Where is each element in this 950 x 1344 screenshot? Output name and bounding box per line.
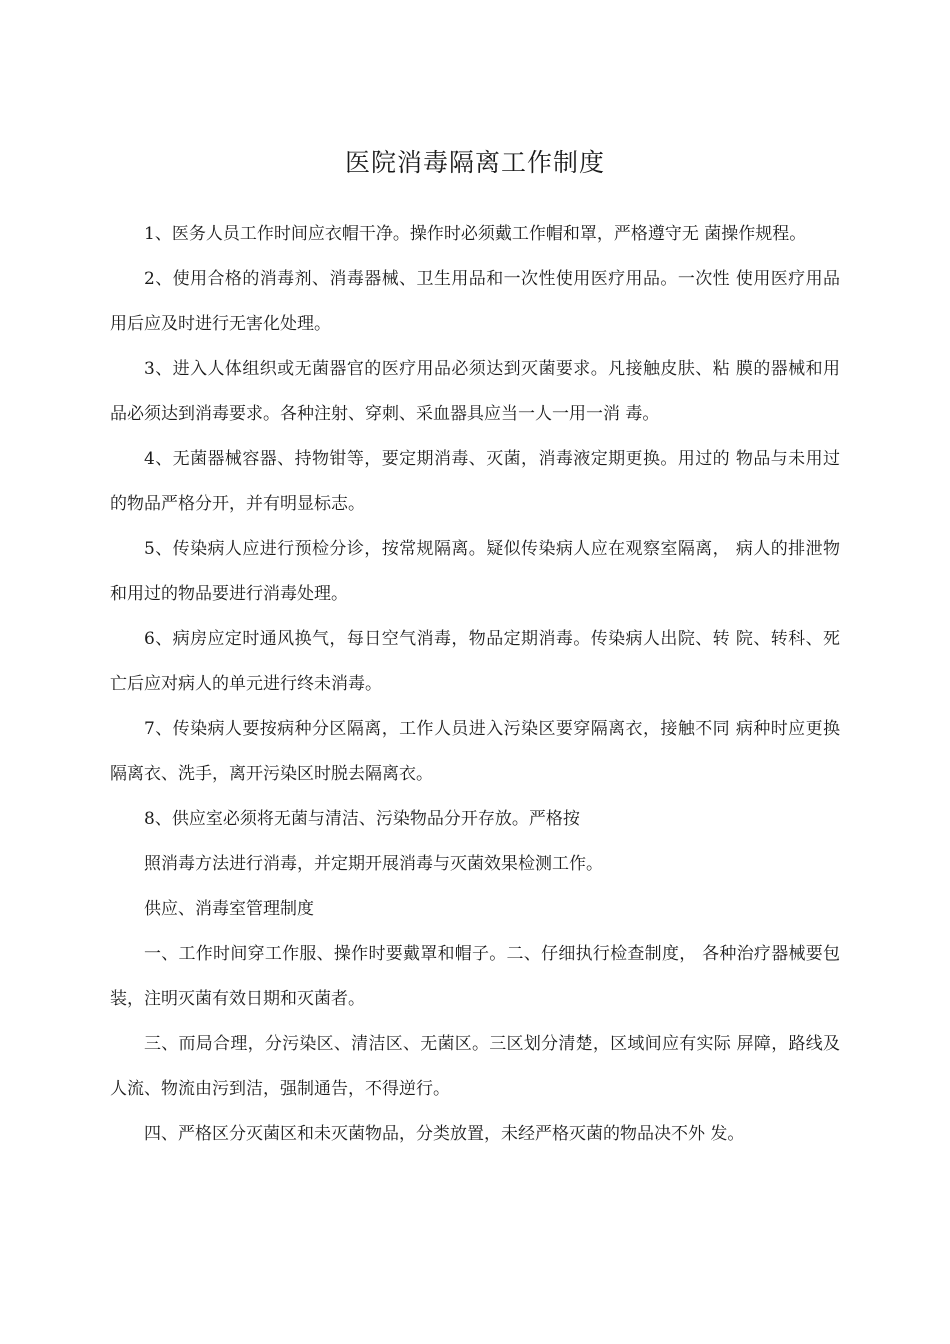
section-heading: 供应、消毒室管理制度 [144, 899, 314, 919]
section-item-3-paragraph: 三、而局合理，分污染区、清洁区、无菌区。三区划分清楚，区域间应有实际 屏障，路线及人流、物流由污到洁，强制通告，不得逆行。 [110, 1034, 840, 1099]
section-item-4-paragraph: 四、严格区分灭菌区和未灭菌物品，分类放置，未经严格灭菌的物品决不外 发。 [144, 1124, 745, 1144]
rule-8-paragraph: 8、供应室必须将无菌与清洁、污染物品分开存放。严格按 [144, 809, 580, 829]
rule-4-paragraph: 4、无菌器械容器、持物钳等，要定期消毒、灭菌，消毒液定期更换。用过的 物品与未用过的物品严格分开，并有明显标志。 [110, 449, 840, 514]
rule-6-paragraph: 6、病房应定时通风换气，每日空气消毒，物品定期消毒。传染病人出院、转 院、转科、死亡后应对病人的单元进行终未消毒。 [110, 629, 840, 694]
document-title: 医院消毒隔离工作制度 [344, 148, 605, 177]
rule-1-paragraph: 1、医务人员工作时间应衣帽干净。操作时必须戴工作帽和罩，严格遵守无 菌操作规程。 [144, 224, 807, 244]
rule-3-paragraph: 3、进入人体组织或无菌器官的医疗用品必须达到灭菌要求。凡接触皮肤、粘 膜的器械和用品必须达到消毒要求。各种注射、穿刺、采血器具应当一人一用一消 毒。 [110, 359, 840, 424]
section-item-1-2-paragraph: 一、工作时间穿工作服、操作时要戴罩和帽子。二、仔细执行检查制度， 各种治疗器械要包装，注明灭菌有效日期和灭菌者。 [110, 944, 840, 1009]
rule-2-paragraph: 2、使用合格的消毒剂、消毒器械、卫生用品和一次性使用医疗用品。一次性 使用医疗用品用后应及时进行无害化处理。 [110, 269, 840, 334]
rule-5-paragraph: 5、传染病人应进行预检分诊，按常规隔离。疑似传染病人应在观察室隔离， 病人的排泄物和用过的物品要进行消毒处理。 [110, 539, 840, 604]
rule-8-continuation-paragraph: 照消毒方法进行消毒，并定期开展消毒与灭菌效果检测工作。 [144, 854, 603, 874]
rule-7-paragraph: 7、传染病人要按病种分区隔离，工作人员进入污染区要穿隔离衣，接触不同 病种时应更换隔离衣、洗手，离开污染区时脱去隔离衣。 [110, 719, 840, 784]
document-body [110, 212, 840, 1157]
